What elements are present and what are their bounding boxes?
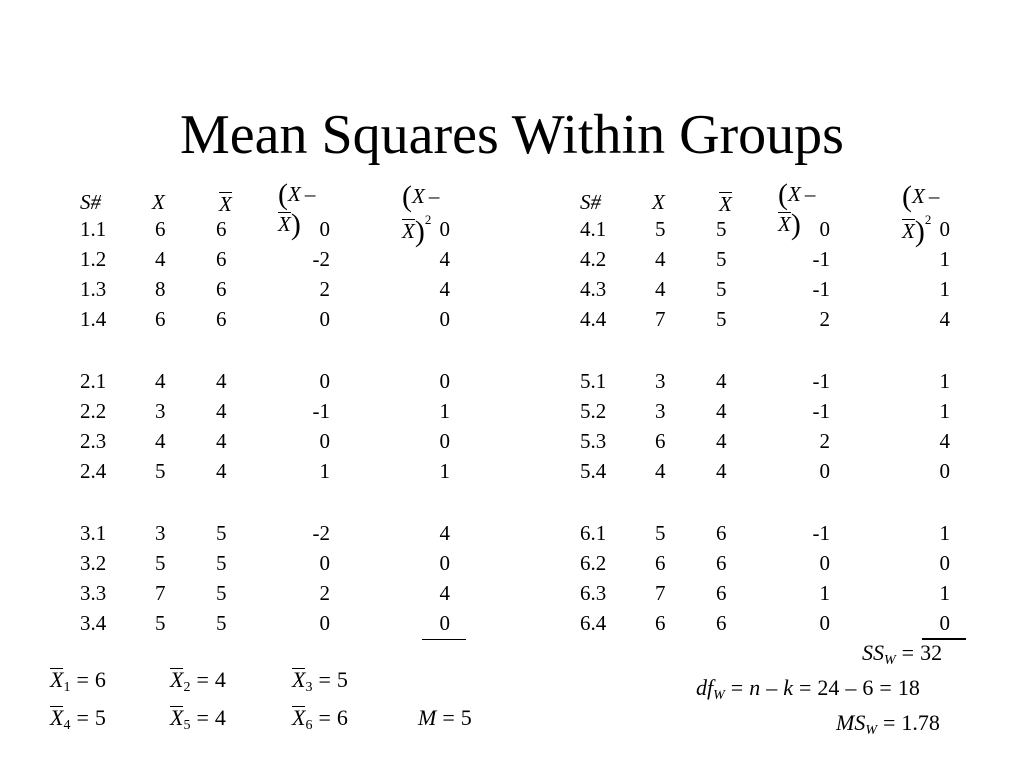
cell-subject-id: 4.4 <box>580 307 607 331</box>
cell-group-mean: 6 <box>216 307 227 331</box>
header-subject-id: S# <box>80 190 101 214</box>
cell-score: 4 <box>155 369 166 393</box>
slide-title: Mean Squares Within Groups <box>180 104 844 166</box>
group-mean-equation: X1 = 6 <box>50 667 106 695</box>
cell-score: 8 <box>155 277 166 301</box>
cell-deviation: 1 <box>319 459 330 483</box>
cell-squared-deviation: 0 <box>939 551 950 575</box>
cell-group-mean: 5 <box>216 581 227 605</box>
cell-squared-deviation: 0 <box>439 551 450 575</box>
cell-score: 6 <box>155 217 166 241</box>
header-score: X <box>652 190 665 214</box>
cell-group-mean: 4 <box>216 399 227 423</box>
cell-score: 4 <box>655 277 666 301</box>
cell-subject-id: 3.4 <box>80 611 107 635</box>
cell-subject-id: 1.1 <box>80 217 107 241</box>
cell-subject-id: 4.2 <box>580 247 607 271</box>
cell-deviation: -1 <box>312 399 330 423</box>
cell-score: 4 <box>655 459 666 483</box>
cell-group-mean: 6 <box>216 247 227 271</box>
cell-deviation: 1 <box>819 581 830 605</box>
cell-subject-id: 5.2 <box>580 399 607 423</box>
cell-squared-deviation: 4 <box>439 521 450 545</box>
header-subject-id: S# <box>580 190 601 214</box>
cell-squared-deviation: 1 <box>939 369 950 393</box>
cell-subject-id: 4.3 <box>580 277 607 301</box>
cell-score: 4 <box>155 247 166 271</box>
cell-deviation: -1 <box>812 399 830 423</box>
cell-score: 4 <box>655 247 666 271</box>
ms-within: $MS_W = 1.78$ <box>836 710 940 738</box>
cell-score: 6 <box>655 551 666 575</box>
group-mean-equation: X4 = 5 <box>50 705 106 733</box>
cell-group-mean: 5 <box>716 217 727 241</box>
cell-group-mean: 4 <box>716 459 727 483</box>
cell-group-mean: 6 <box>216 217 227 241</box>
ss-rule <box>922 638 966 639</box>
header-deviation: (X –X) <box>278 178 316 241</box>
header-squared-deviation: (X –X)$^2$ <box>902 180 940 248</box>
cell-group-mean: 4 <box>216 429 227 453</box>
cell-deviation: 2 <box>319 277 330 301</box>
cell-score: 3 <box>155 399 166 423</box>
grand-mean: M = 5 <box>418 705 472 730</box>
cell-squared-deviation: 0 <box>939 459 950 483</box>
cell-group-mean: 6 <box>716 521 727 545</box>
cell-subject-id: 6.3 <box>580 581 607 605</box>
df-within: $df_W = n - k = 24 - 6 = 18$ <box>696 675 920 703</box>
cell-subject-id: 2.2 <box>80 399 107 423</box>
cell-squared-deviation: 0 <box>439 217 450 241</box>
cell-subject-id: 2.1 <box>80 369 107 393</box>
overbar-x: X <box>219 192 232 216</box>
cell-squared-deviation: 1 <box>939 277 950 301</box>
cell-squared-deviation: 0 <box>439 429 450 453</box>
cell-group-mean: 6 <box>216 277 227 301</box>
cell-group-mean: 5 <box>216 611 227 635</box>
cell-group-mean: 5 <box>716 277 727 301</box>
cell-squared-deviation: 4 <box>439 247 450 271</box>
cell-group-mean: 4 <box>716 399 727 423</box>
cell-deviation: 0 <box>819 459 830 483</box>
header-deviation: (X –X) <box>778 178 816 241</box>
cell-deviation: -2 <box>312 521 330 545</box>
cell-subject-id: 4.1 <box>580 217 607 241</box>
cell-score: 4 <box>155 429 166 453</box>
cell-deviation: 0 <box>319 217 330 241</box>
cell-squared-deviation: 4 <box>439 277 450 301</box>
cell-squared-deviation: 1 <box>939 521 950 545</box>
cell-score: 5 <box>155 611 166 635</box>
cell-group-mean: 5 <box>216 551 227 575</box>
cell-subject-id: 3.2 <box>80 551 107 575</box>
cell-group-mean: 4 <box>216 369 227 393</box>
group-mean-equation: X6 = 6 <box>292 705 348 733</box>
cell-squared-deviation: 0 <box>939 217 950 241</box>
cell-deviation: 0 <box>319 551 330 575</box>
cell-deviation: -2 <box>312 247 330 271</box>
cell-deviation: 0 <box>319 611 330 635</box>
cell-score: 5 <box>155 459 166 483</box>
cell-deviation: -1 <box>812 369 830 393</box>
cell-deviation: 0 <box>819 551 830 575</box>
cell-squared-deviation: 0 <box>439 611 450 635</box>
cell-deviation: 0 <box>319 429 330 453</box>
cell-score: 5 <box>655 521 666 545</box>
cell-group-mean: 5 <box>716 247 727 271</box>
cell-score: 7 <box>155 581 166 605</box>
cell-score: 3 <box>155 521 166 545</box>
cell-score: 5 <box>655 217 666 241</box>
cell-deviation: 2 <box>819 307 830 331</box>
group-mean-equation: X3 = 5 <box>292 667 348 695</box>
cell-subject-id: 3.3 <box>80 581 107 605</box>
cell-squared-deviation: 0 <box>939 611 950 635</box>
cell-subject-id: 1.3 <box>80 277 107 301</box>
cell-group-mean: 6 <box>716 551 727 575</box>
cell-squared-deviation: 1 <box>439 459 450 483</box>
cell-deviation: -1 <box>812 247 830 271</box>
cell-group-mean: 4 <box>716 369 727 393</box>
cell-group-mean: 6 <box>716 611 727 635</box>
cell-squared-deviation: 0 <box>439 369 450 393</box>
cell-squared-deviation: 1 <box>939 399 950 423</box>
cell-score: 3 <box>655 369 666 393</box>
cell-score: 7 <box>655 307 666 331</box>
cell-subject-id: 5.1 <box>580 369 607 393</box>
cell-squared-deviation: 1 <box>939 581 950 605</box>
cell-deviation: 2 <box>319 581 330 605</box>
group-mean-equation: X2 = 4 <box>170 667 226 695</box>
cell-squared-deviation: 0 <box>439 307 450 331</box>
cell-squared-deviation: 4 <box>939 307 950 331</box>
cell-subject-id: 2.3 <box>80 429 107 453</box>
cell-subject-id: 5.4 <box>580 459 607 483</box>
cell-score: 6 <box>655 611 666 635</box>
cell-group-mean: 4 <box>216 459 227 483</box>
cell-subject-id: 1.2 <box>80 247 107 271</box>
sum-rule-left <box>422 639 466 640</box>
overbar-x: X <box>719 192 732 216</box>
cell-subject-id: 6.4 <box>580 611 607 635</box>
cell-deviation: -1 <box>812 521 830 545</box>
cell-deviation: 2 <box>819 429 830 453</box>
cell-subject-id: 3.1 <box>80 521 107 545</box>
cell-score: 5 <box>155 551 166 575</box>
cell-group-mean: 5 <box>716 307 727 331</box>
cell-squared-deviation: 4 <box>439 581 450 605</box>
cell-group-mean: 4 <box>716 429 727 453</box>
cell-deviation: 0 <box>819 611 830 635</box>
cell-squared-deviation: 1 <box>439 399 450 423</box>
cell-subject-id: 6.1 <box>580 521 607 545</box>
ss-within: $SS_W = 32$ <box>862 640 943 668</box>
cell-squared-deviation: 4 <box>939 429 950 453</box>
cell-subject-id: 6.2 <box>580 551 607 575</box>
cell-deviation: 0 <box>319 369 330 393</box>
cell-score: 6 <box>155 307 166 331</box>
cell-score: 3 <box>655 399 666 423</box>
cell-group-mean: 5 <box>216 521 227 545</box>
cell-squared-deviation: 1 <box>939 247 950 271</box>
cell-group-mean: 6 <box>716 581 727 605</box>
cell-score: 7 <box>655 581 666 605</box>
cell-deviation: -1 <box>812 277 830 301</box>
header-squared-deviation: (X –X)$^2$ <box>402 180 440 248</box>
cell-subject-id: 1.4 <box>80 307 107 331</box>
group-mean-equation: X5 = 4 <box>170 705 226 733</box>
cell-subject-id: 2.4 <box>80 459 107 483</box>
cell-subject-id: 5.3 <box>580 429 607 453</box>
cell-score: 6 <box>655 429 666 453</box>
header-score: X <box>152 190 165 214</box>
cell-deviation: 0 <box>819 217 830 241</box>
cell-deviation: 0 <box>319 307 330 331</box>
